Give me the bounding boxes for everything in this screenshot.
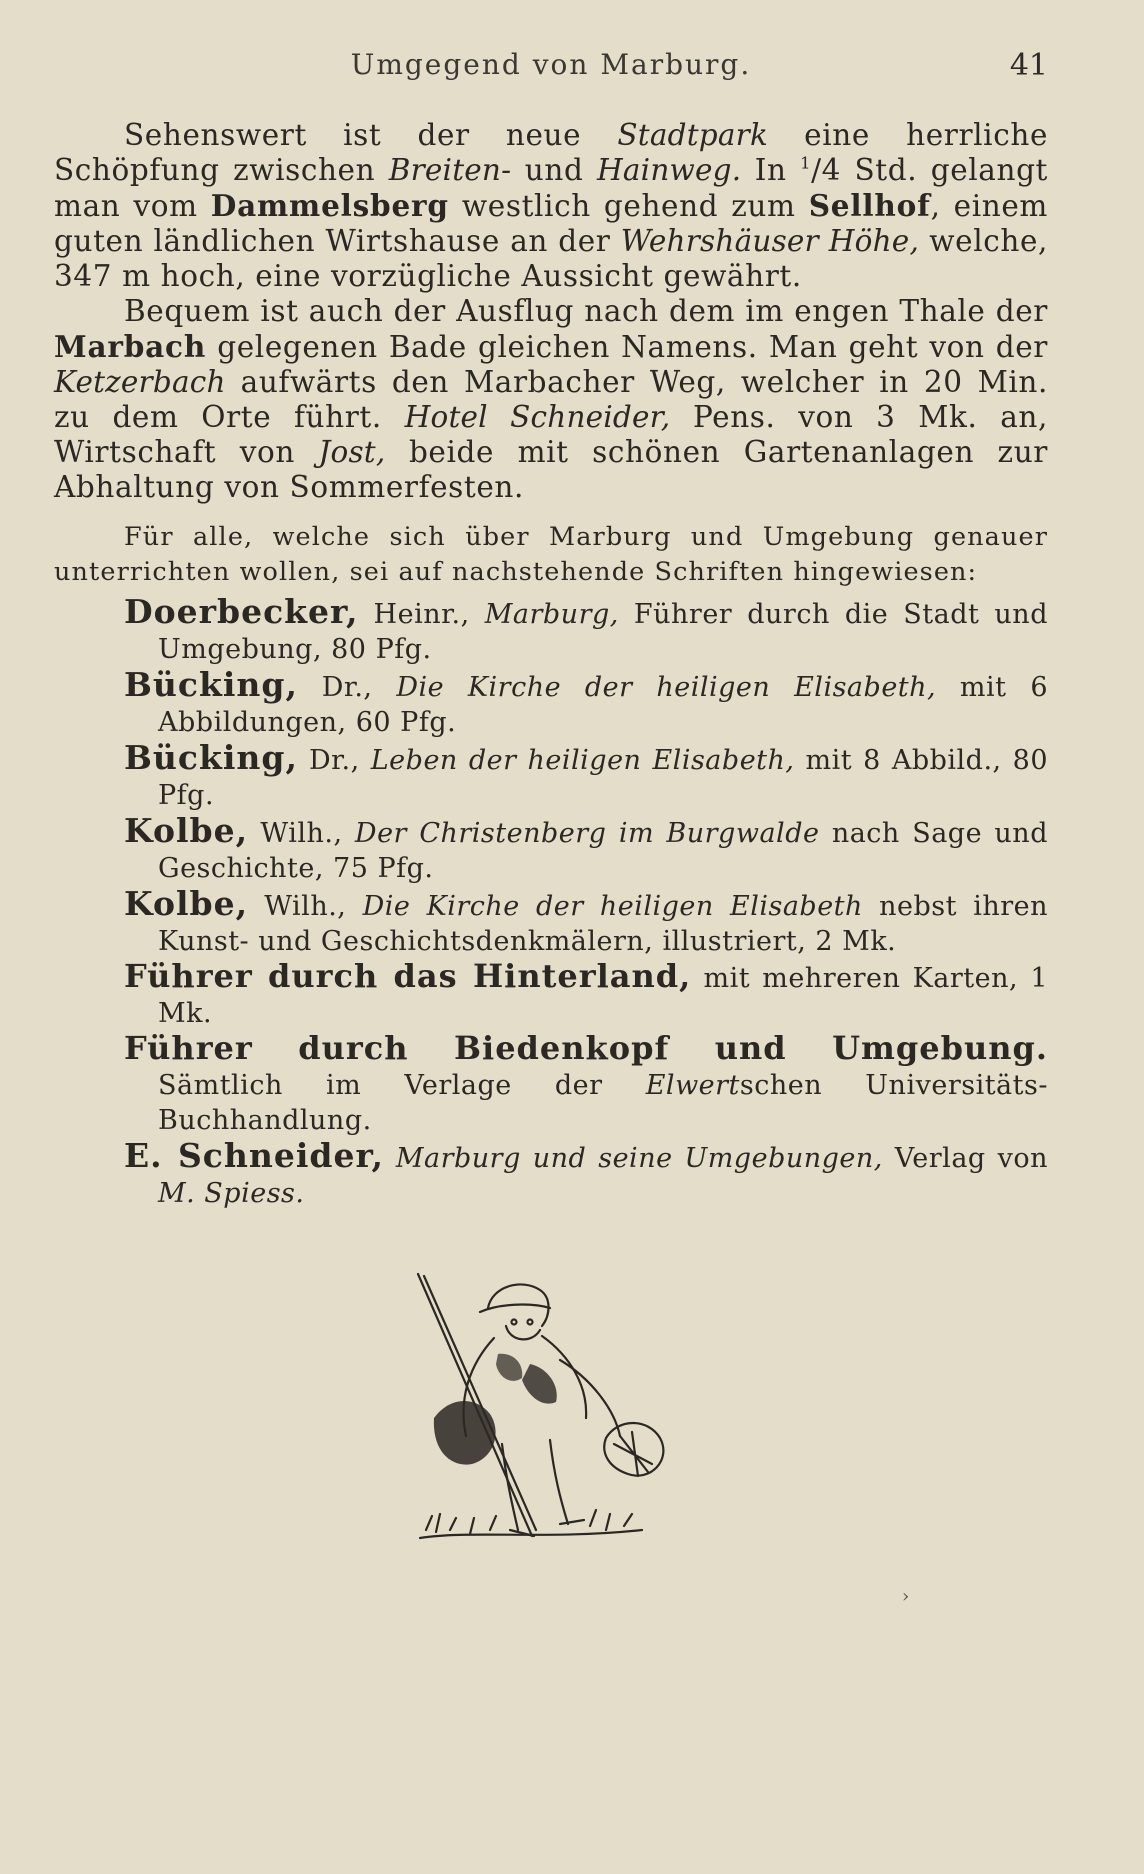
text-run: eine herrliche Schöpfung zwischen: [54, 118, 1048, 187]
bibliography-entry: [124, 886, 1048, 959]
entry-text: Dr.,: [297, 745, 371, 776]
bold-place-name: Dammelsberg: [210, 188, 449, 223]
entry-text: [384, 1143, 396, 1174]
entry-title: Leben der heiligen Elisabeth,: [370, 745, 795, 776]
entry-text: Führer durch die Stadt und Umgebung, 80 Pfg.: [158, 599, 1048, 665]
stray-print-mark: ›: [902, 1586, 910, 1607]
text-run: In: [741, 153, 801, 187]
entry-title: Die Kirche der heiligen Elisabeth,: [396, 672, 937, 703]
entry-text: schen Universitäts-Buchhandlung.: [158, 1070, 1048, 1136]
italic-place-name: Wehrshäuser Höhe,: [620, 224, 920, 258]
entry-title: Elwert: [645, 1070, 740, 1101]
entry-author: Bücking,: [124, 665, 298, 704]
entry-text: Heinr.,: [358, 599, 485, 630]
main-text: [54, 118, 1048, 505]
entry-text: mit 8 Abbild., 80 Pfg.: [158, 745, 1049, 811]
bibliography-intro: Für alle, welche sich über Marburg und Umgebung genauer unterrichten wollen, sei auf nachstehende Schriften hingewiesen:: [54, 522, 1048, 587]
bibliography-entry: [124, 813, 1048, 886]
italic-place-name: Jost,: [318, 435, 386, 469]
entry-text: Wilh.,: [248, 818, 355, 849]
italic-place-name: Breiten-: [388, 153, 512, 187]
entry-text: mit mehreren Karten, 1 Mk.: [158, 963, 1049, 1029]
italic-place-name: Hainweg.: [596, 153, 742, 187]
paragraph-stadtpark: [54, 118, 1048, 294]
bibliography-entry: [124, 667, 1048, 740]
entry-author: Führer durch Biedenkopf und Umgebung.: [124, 1029, 1048, 1067]
entry-title: M. Spiess.: [158, 1178, 305, 1209]
text-run: aufwärts den Marbacher Weg, welcher in 20 Min. zu dem Orte führt.: [54, 365, 1048, 434]
bibliography-entry: [124, 1031, 1048, 1138]
running-title: Umgegend von Marburg.: [350, 48, 752, 81]
bold-place-name: Sellhof: [808, 188, 931, 223]
text-run: gelegenen Bade gleichen Namens. Man geht von der: [206, 330, 1048, 364]
italic-place-name: Ketzerbach: [54, 365, 226, 399]
entry-text: nach Sage und Geschichte, 75 Pfg.: [158, 818, 1048, 884]
bold-place-name: Marbach: [54, 329, 207, 364]
text-run: westlich gehend zum: [448, 189, 809, 223]
entry-text: mit 6 Abbildungen, 60 Pfg.: [158, 672, 1049, 738]
text-run: , einem guten ländlichen Wirtshause an der: [54, 189, 1049, 258]
entry-author: E. Schneider,: [124, 1136, 384, 1175]
entry-author: Kolbe,: [124, 884, 249, 923]
bibliography-entry: [124, 740, 1048, 813]
text-run: Sehenswert ist der neue: [124, 118, 618, 152]
fraction-numerator: 1: [800, 153, 812, 173]
text-run: welche, 347 m hoch, eine vorzügliche Aussicht gewährt.: [54, 224, 1048, 293]
entry-text: Verlag von: [882, 1143, 1048, 1174]
entry-title: Der Christenberg im Burgwalde: [354, 818, 820, 849]
text-run: und: [511, 153, 597, 187]
entry-title: Marburg,: [484, 599, 619, 630]
page-number: 41: [1009, 48, 1048, 83]
entry-author: Führer durch das Hinterland,: [124, 957, 692, 995]
text-run: Pens. von 3 Mk. an, Wirtschaft von: [54, 400, 1048, 469]
italic-place-name: Stadtpark: [617, 118, 769, 152]
entry-title: Marburg und seine Umgebungen,: [395, 1143, 883, 1174]
entry-author: Bücking,: [124, 738, 298, 777]
bibliography-entry: [124, 959, 1048, 1031]
entry-title: Die Kirche der heiligen Elisabeth: [362, 891, 863, 922]
page-header: [54, 48, 1048, 88]
entry-text: nebst ihren Kunst- und Geschichtsdenkmälern, illustriert, 2 Mk.: [158, 891, 1048, 957]
entry-text: Sämtlich im Verlage der: [158, 1070, 646, 1101]
entry-author: Doerbecker,: [124, 592, 359, 631]
entry-text: Wilh.,: [248, 891, 363, 922]
woodcut-figure-vignette-icon: [410, 1268, 702, 1566]
bibliography-entry: [124, 594, 1048, 667]
italic-place-name: Hotel Schneider,: [404, 400, 671, 434]
text-run: Bequem ist auch der Ausflug nach dem im engen Thale der: [124, 294, 1048, 328]
entry-author: Kolbe,: [124, 811, 249, 850]
text-run: /4 Std. gelangt man vom: [54, 153, 1049, 223]
paragraph-marbach: [54, 294, 1048, 505]
text-run: beide mit schönen Gartenanlagen zur Abhaltung von Sommerfesten.: [54, 435, 1048, 504]
entry-text: Dr.,: [297, 672, 397, 703]
bibliography-list: [124, 594, 1048, 1211]
bibliography-entry: [124, 1138, 1048, 1211]
